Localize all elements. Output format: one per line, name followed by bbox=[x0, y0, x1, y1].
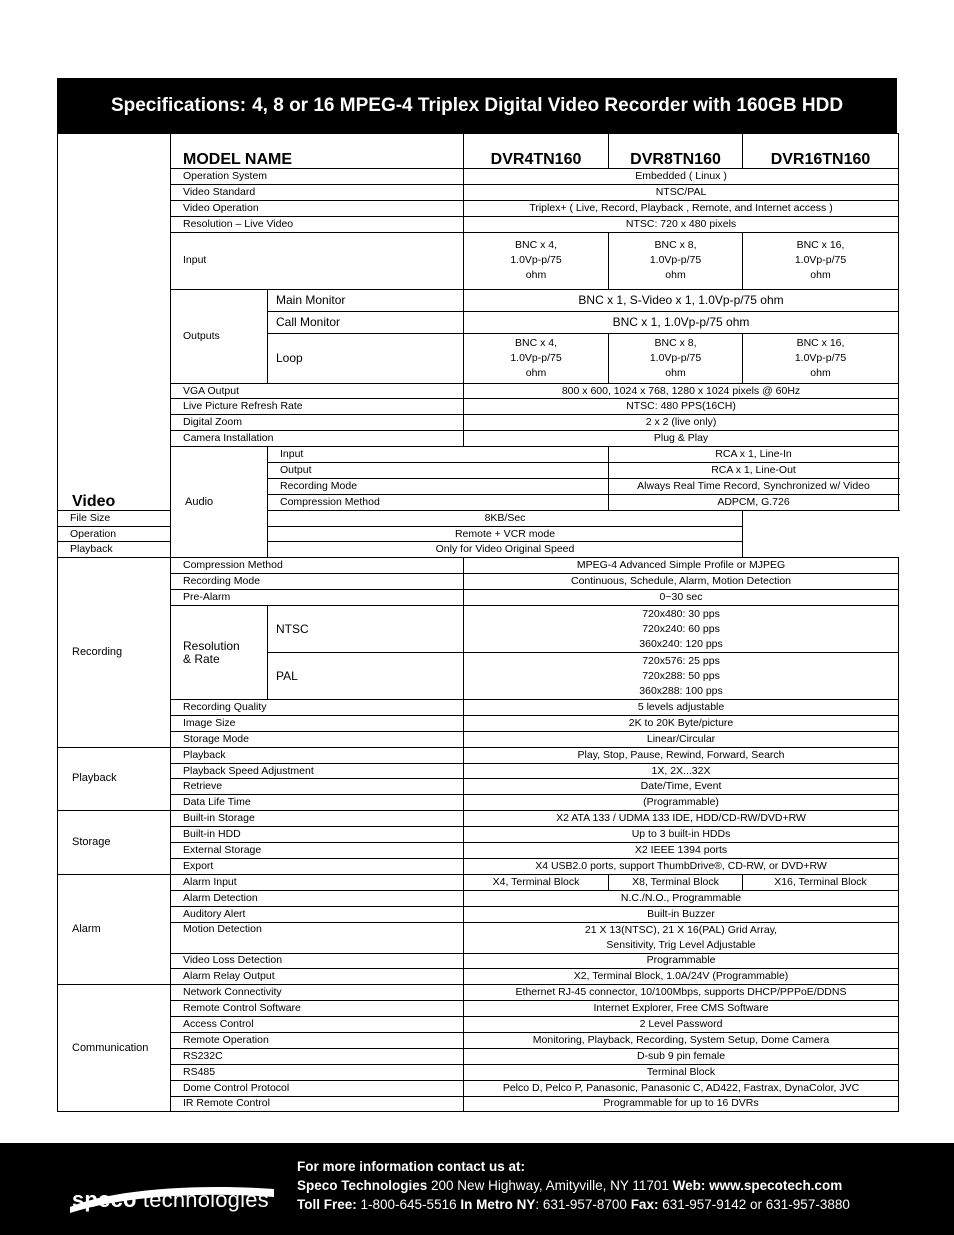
row-label: Resolution – Live Video bbox=[171, 216, 464, 232]
category-communication: Communication bbox=[58, 985, 171, 1112]
row-value: Continuous, Schedule, Alarm, Motion Detection bbox=[464, 574, 899, 590]
table-row bbox=[58, 415, 899, 431]
table-row bbox=[58, 510, 899, 526]
row-value: NTSC: 480 PPS(16CH) bbox=[464, 399, 899, 415]
table-row bbox=[58, 1001, 899, 1017]
contact-phones: Toll Free: 1-800-645-5516 In Metro NY: 631-957-8700 Fax: 631-957-9142 or 631-957-3880 bbox=[297, 1197, 850, 1212]
row-label: Digital Zoom bbox=[171, 415, 464, 431]
row-label: Video Loss Detection bbox=[171, 953, 464, 969]
row-label: Remote Operation bbox=[171, 1032, 464, 1048]
row-value: BNC x 16, 1.0Vp-p/75 ohm bbox=[743, 232, 899, 289]
row-value: NTSC/PAL bbox=[464, 184, 899, 200]
row-value: BNC x 16, 1.0Vp-p/75 ohm bbox=[743, 333, 899, 383]
row-label: VGA Output bbox=[171, 383, 464, 399]
row-value: MPEG-4 Advanced Simple Profile or MJPEG bbox=[464, 558, 899, 574]
row-value: BNC x 1, S-Video x 1, 1.0Vp-p/75 ohm bbox=[464, 289, 899, 311]
table-row bbox=[58, 1032, 899, 1048]
row-value: X8, Terminal Block bbox=[609, 874, 743, 890]
row-value: BNC x 8, 1.0Vp-p/75 ohm bbox=[609, 232, 743, 289]
row-value: Programmable bbox=[464, 953, 899, 969]
table-row bbox=[58, 200, 899, 216]
table-row bbox=[58, 1096, 899, 1112]
row-value: (Programmable) bbox=[464, 795, 899, 811]
row-value: 1X, 2X...32X bbox=[464, 763, 899, 779]
model-dvr8: DVR8TN160 bbox=[609, 134, 743, 169]
table-row bbox=[58, 763, 899, 779]
row-value: 720x576: 25 pps 720x288: 50 pps 360x288: 100 pps bbox=[464, 653, 899, 700]
category-recording: Recording bbox=[58, 558, 171, 747]
row-value: X16, Terminal Block bbox=[743, 874, 899, 890]
row-label: Network Connectivity bbox=[171, 985, 464, 1001]
table-row bbox=[58, 184, 899, 200]
row-label: Dome Control Protocol bbox=[171, 1080, 464, 1096]
row-sublabel: PAL bbox=[268, 653, 464, 700]
table-row bbox=[58, 985, 899, 1001]
row-value: 5 levels adjustable bbox=[464, 700, 899, 716]
table-row bbox=[58, 558, 899, 574]
model-name-header: MODEL NAME bbox=[171, 134, 464, 169]
row-label: Auditory Alert bbox=[171, 906, 464, 922]
title-lead: Specifications: bbox=[110, 94, 247, 116]
row-label: Operation System bbox=[171, 169, 464, 185]
row-label: Compression Method bbox=[171, 558, 464, 574]
row-sublabel: NTSC bbox=[268, 606, 464, 653]
row-label: Live Picture Refresh Rate bbox=[171, 399, 464, 415]
table-row bbox=[58, 731, 899, 747]
row-value: Programmable for up to 16 DVRs bbox=[464, 1096, 899, 1112]
row-value: Built-in Buzzer bbox=[464, 906, 899, 922]
row-value: Monitoring, Playback, Recording, System Setup, Dome Camera bbox=[464, 1032, 899, 1048]
row-label: IR Remote Control bbox=[171, 1096, 464, 1112]
table-row bbox=[58, 874, 899, 890]
row-value: 800 x 600, 1024 x 768, 1280 x 1024 pixels @ 60Hz bbox=[464, 383, 899, 399]
row-value: RCA x 1, Line-In bbox=[609, 447, 899, 463]
row-label: Camera Installation bbox=[171, 431, 464, 447]
row-label: Recording Mode bbox=[171, 574, 464, 590]
row-label: Alarm Detection bbox=[171, 890, 464, 906]
table-row bbox=[58, 134, 899, 169]
row-label: Motion Detection bbox=[171, 922, 464, 953]
table-row bbox=[58, 399, 899, 415]
table-row bbox=[58, 431, 899, 447]
table-row bbox=[58, 590, 899, 606]
row-value: Up to 3 built-in HDDs bbox=[464, 827, 899, 843]
row-label: Access Control bbox=[171, 1017, 464, 1033]
row-sublabel: Main Monitor bbox=[268, 289, 464, 311]
category-video: Video bbox=[58, 134, 171, 511]
row-value: X2 ATA 133 / UDMA 133 IDE, HDD/CD-RW/DVD+RW bbox=[464, 811, 899, 827]
row-label: Recording Quality bbox=[171, 700, 464, 716]
row-label: Retrieve bbox=[171, 779, 464, 795]
table-row bbox=[58, 1064, 899, 1080]
table-row bbox=[58, 715, 899, 731]
table-row bbox=[58, 289, 899, 311]
row-value: D-sub 9 pin female bbox=[464, 1048, 899, 1064]
table-row bbox=[58, 542, 899, 558]
row-value: 720x480: 30 pps 720x240: 60 pps 360x240: 120 pps bbox=[464, 606, 899, 653]
row-label: Output bbox=[268, 463, 609, 479]
row-value: ADPCM, G.726 bbox=[609, 494, 899, 510]
row-value: 2 x 2 (live only) bbox=[464, 415, 899, 431]
row-label: Built-in HDD bbox=[171, 827, 464, 843]
row-value: RCA x 1, Line-Out bbox=[609, 463, 899, 479]
row-label: Alarm Input bbox=[171, 874, 464, 890]
table-row bbox=[58, 1017, 899, 1033]
table-row bbox=[58, 216, 899, 232]
row-label: Video Standard bbox=[171, 184, 464, 200]
table-row bbox=[58, 1048, 899, 1064]
row-label: Playback Speed Adjustment bbox=[171, 763, 464, 779]
table-row bbox=[58, 747, 899, 763]
row-value: 8KB/Sec bbox=[268, 510, 743, 526]
row-value: Internet Explorer, Free CMS Software bbox=[464, 1001, 899, 1017]
table-row bbox=[58, 858, 899, 874]
web-link[interactable]: www.specotech.com bbox=[705, 1178, 843, 1193]
row-value: Triplex+ ( Live, Record, Playback , Remote, and Internet access ) bbox=[464, 200, 899, 216]
table-row bbox=[58, 169, 899, 185]
row-value: NTSC: 720 x 480 pixels bbox=[464, 216, 899, 232]
spec-table bbox=[57, 133, 899, 1112]
row-value: 21 X 13(NTSC), 21 X 16(PAL) Grid Array, Sensitivity, Trig Level Adjustable bbox=[464, 922, 899, 953]
row-value: BNC x 4, 1.0Vp-p/75 ohm bbox=[464, 232, 609, 289]
row-value: Pelco D, Pelco P, Panasonic, Panasonic C, AD422, Fastrax, DynaColor, JVC bbox=[464, 1080, 899, 1096]
category-playback: Playback bbox=[58, 747, 171, 811]
row-label: Built-in Storage bbox=[171, 811, 464, 827]
table-row bbox=[58, 795, 899, 811]
row-sublabel: Loop bbox=[268, 333, 464, 383]
row-label: Compression Method bbox=[268, 494, 609, 510]
row-label: Export bbox=[171, 858, 464, 874]
row-label: Recording Mode bbox=[268, 478, 609, 494]
model-dvr16: DVR16TN160 bbox=[743, 134, 899, 169]
table-row bbox=[58, 843, 899, 859]
contact-info bbox=[297, 1157, 850, 1214]
table-row bbox=[58, 700, 899, 716]
row-label: External Storage bbox=[171, 843, 464, 859]
category-storage: Storage bbox=[58, 811, 171, 875]
row-value: BNC x 8, 1.0Vp-p/75 ohm bbox=[609, 333, 743, 383]
title-bar bbox=[57, 78, 897, 133]
row-label: Remote Control Software bbox=[171, 1001, 464, 1017]
row-value: Date/Time, Event bbox=[464, 779, 899, 795]
row-label: Outputs bbox=[171, 289, 268, 383]
row-value: BNC x 4, 1.0Vp-p/75 ohm bbox=[464, 333, 609, 383]
table-row bbox=[58, 906, 899, 922]
row-label: Video Operation bbox=[171, 200, 464, 216]
title-text: 4, 8 or 16 MPEG-4 Triplex Digital Video Recorder with 160GB HDD bbox=[252, 94, 844, 116]
row-value: 2 Level Password bbox=[464, 1017, 899, 1033]
row-value: X2 IEEE 1394 ports bbox=[464, 843, 899, 859]
model-dvr4: DVR4TN160 bbox=[464, 134, 609, 169]
table-row bbox=[58, 447, 899, 463]
row-label: Playback bbox=[58, 542, 268, 558]
row-value: Remote + VCR mode bbox=[268, 526, 743, 542]
table-row bbox=[58, 779, 899, 795]
contact-heading: For more information contact us at: bbox=[297, 1159, 526, 1174]
footer bbox=[0, 1143, 954, 1235]
row-label: Alarm Relay Output bbox=[171, 969, 464, 985]
row-value: Always Real Time Record, Synchronized w/ Video bbox=[609, 478, 899, 494]
row-label: Input bbox=[171, 232, 464, 289]
row-value: BNC x 1, 1.0Vp-p/75 ohm bbox=[464, 311, 899, 333]
row-label: Image Size bbox=[171, 715, 464, 731]
table-row bbox=[58, 383, 899, 399]
table-row bbox=[58, 526, 899, 542]
row-label: Pre-Alarm bbox=[171, 590, 464, 606]
logo-wordmark: speco technologies bbox=[72, 1187, 269, 1212]
table-row bbox=[58, 811, 899, 827]
row-value: Embedded ( Linux ) bbox=[464, 169, 899, 185]
row-label: Operation bbox=[58, 526, 268, 542]
table-row bbox=[58, 574, 899, 590]
table-row bbox=[58, 827, 899, 843]
row-label: Playback bbox=[171, 747, 464, 763]
row-label: Data Life Time bbox=[171, 795, 464, 811]
row-value: Play, Stop, Pause, Rewind, Forward, Search bbox=[464, 747, 899, 763]
row-value: Plug & Play bbox=[464, 431, 899, 447]
row-value: Linear/Circular bbox=[464, 731, 899, 747]
table-row bbox=[58, 890, 899, 906]
row-label: Input bbox=[268, 447, 609, 463]
row-value: 2K to 20K Byte/picture bbox=[464, 715, 899, 731]
row-value: Ethernet RJ-45 connector, 10/100Mbps, supports DHCP/PPPoE/DDNS bbox=[464, 985, 899, 1001]
row-value: Only for Video Original Speed bbox=[268, 542, 743, 558]
row-label: Storage Mode bbox=[171, 731, 464, 747]
table-row bbox=[58, 1080, 899, 1096]
row-value: X4, Terminal Block bbox=[464, 874, 609, 890]
table-row bbox=[58, 232, 899, 289]
category-alarm: Alarm bbox=[58, 874, 171, 984]
contact-address: Speco Technologies 200 New Highway, Amityville, NY 11701 Web: www.specotech.com bbox=[297, 1178, 843, 1193]
row-value: Terminal Block bbox=[464, 1064, 899, 1080]
row-value: 0~30 sec bbox=[464, 590, 899, 606]
row-sublabel: Call Monitor bbox=[268, 311, 464, 333]
row-value: X4 USB2.0 ports, support ThumbDrive®, CD-RW, or DVD+RW bbox=[464, 858, 899, 874]
row-label: RS232C bbox=[171, 1048, 464, 1064]
table-row bbox=[58, 969, 899, 985]
category-audio: Audio bbox=[171, 447, 268, 558]
table-row bbox=[58, 606, 899, 653]
row-value: N.C./N.O., Programmable bbox=[464, 890, 899, 906]
table-row bbox=[58, 953, 899, 969]
row-label: RS485 bbox=[171, 1064, 464, 1080]
row-label: Resolution & Rate bbox=[171, 606, 268, 700]
table-row bbox=[58, 922, 899, 953]
row-label: File Size bbox=[58, 510, 268, 526]
row-value: X2, Terminal Block, 1.0A/24V (Programmable) bbox=[464, 969, 899, 985]
